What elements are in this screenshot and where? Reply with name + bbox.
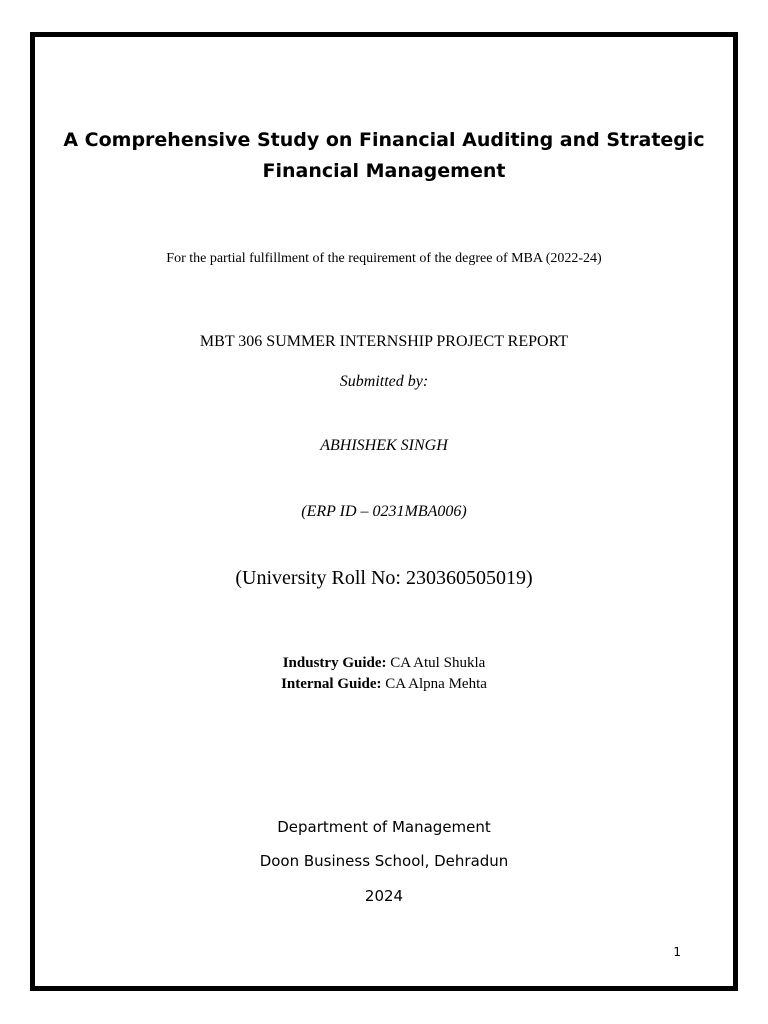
course-title: MBT 306 SUMMER INTERNSHIP PROJECT REPORT — [199, 333, 569, 350]
university-roll-no: (University Roll No: 230360505019) — [235, 567, 533, 589]
industry-guide — [35, 655, 733, 672]
report-year: 2024 — [364, 887, 404, 905]
title-line-1: A Comprehensive Study on Financial Auditing and Strategic — [63, 129, 705, 151]
erp-id: (ERP ID – 0231MBA006) — [301, 503, 467, 520]
page-number: 1 — [673, 945, 681, 959]
title-line-2: Financial Management — [262, 160, 506, 182]
internal-guide-name: CA Alpna Mehta — [385, 676, 487, 692]
author-name: ABHISHEK SINGH — [320, 437, 448, 454]
document-title — [35, 125, 733, 187]
internal-guide-label: Internal Guide: — [281, 676, 382, 692]
fulfillment-statement: For the partial fulfillment of the requirement of the degree of MBA (2022-24) — [166, 251, 602, 266]
department-name: Department of Management — [277, 818, 491, 836]
school-name: Doon Business School, Dehradun — [259, 852, 509, 870]
page-border — [30, 32, 738, 991]
industry-guide-name: CA Atul Shukla — [390, 655, 486, 671]
industry-guide-label: Industry Guide: — [282, 655, 387, 671]
submitted-by-label: Submitted by: — [339, 373, 429, 390]
internal-guide — [35, 676, 733, 693]
